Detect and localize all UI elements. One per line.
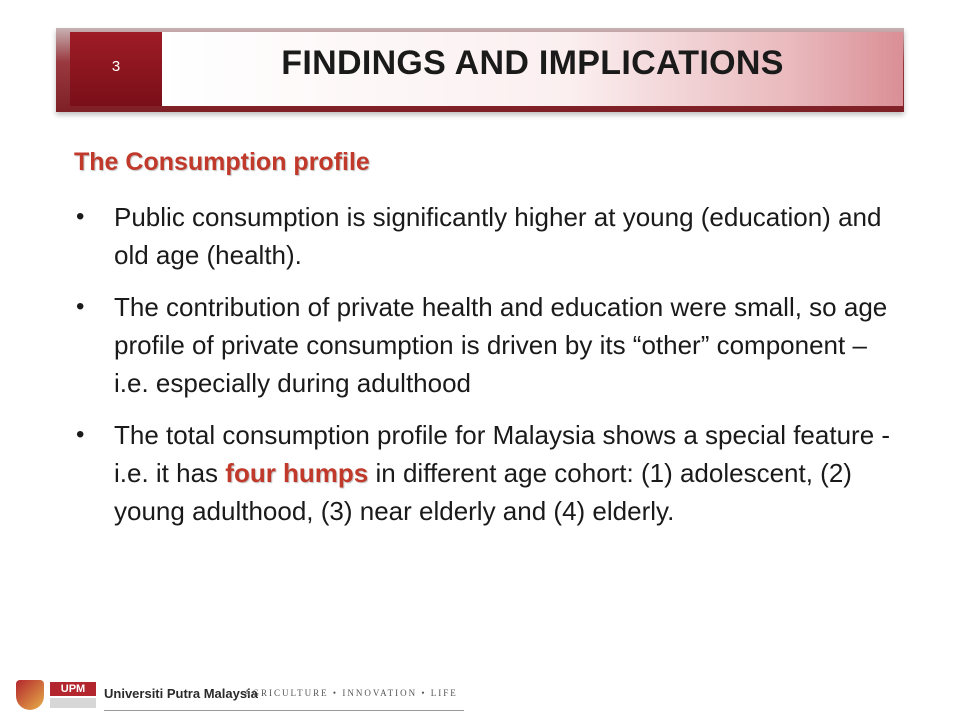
bullet-item-private-contribution xyxy=(74,288,894,402)
footer-divider xyxy=(104,710,464,711)
bullet-text-before: The total consumption profile for Malaysia shows a special feature - i.e. it has xyxy=(114,420,891,488)
bullet-item-total-consumption xyxy=(74,416,894,530)
bullet-dot-icon: • xyxy=(76,293,85,320)
slide-title: FINDINGS AND IMPLICATIONS xyxy=(281,44,784,82)
bullet-text-after: in different age cohort: (1) adolescent, (2) young adulthood, (3) near elderly and (4) elderly. xyxy=(114,458,852,526)
bullet-text: The contribution of private health and education were small, so age profile of private consumption is driven by its “other” component – i.e. especially during adulthood xyxy=(114,292,888,398)
page-number: 3 xyxy=(111,58,121,75)
university-tagline: AGRICULTURE • INNOVATION • LIFE xyxy=(244,688,458,698)
bullet-dot-icon: • xyxy=(76,421,85,448)
footer xyxy=(8,676,468,716)
bullet-text: Public consumption is significantly higher at young (education) and old age (health). xyxy=(114,202,882,270)
university-name: Universiti Putra Malaysia xyxy=(104,686,258,701)
bullet-dot-icon: • xyxy=(76,203,85,230)
bullet-list xyxy=(74,198,894,544)
logo-subtitle-bar xyxy=(50,698,96,708)
highlight-four-humps: four humps xyxy=(225,458,369,488)
bullet-item-public-consumption xyxy=(74,198,894,274)
university-crest-icon xyxy=(16,680,44,710)
upm-logo: UPM xyxy=(50,682,96,696)
section-heading: The Consumption profile xyxy=(74,148,370,176)
